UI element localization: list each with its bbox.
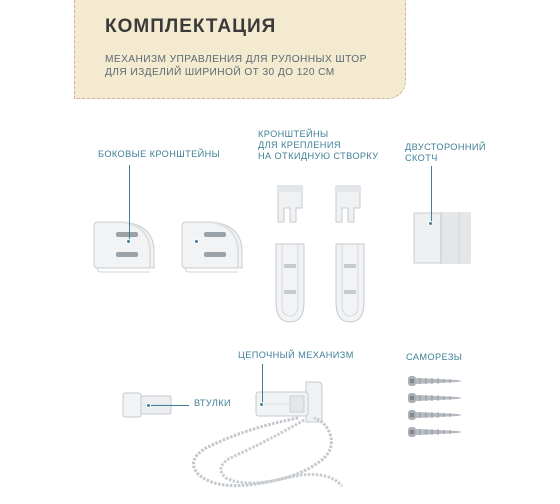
leader-side-brackets — [129, 165, 130, 241]
screws — [408, 374, 464, 442]
label-tape-line-1: ДВУСТОРОННИЙ — [405, 142, 486, 152]
label-tape-line-2: СКОТЧ — [405, 153, 438, 163]
label-sash-brackets-line-2: ДЛЯ КРЕПЛЕНИЯ — [258, 140, 341, 150]
sash-holder-right — [330, 242, 370, 326]
screw-4 — [408, 427, 462, 437]
side-bracket-right — [180, 218, 246, 274]
double-sided-tape — [413, 212, 471, 264]
screw-1 — [408, 376, 462, 386]
label-chain-mechanism: ЦЕПОЧНЫЙ МЕХАНИЗМ — [238, 350, 354, 360]
label-tape — [405, 142, 486, 164]
pointer-dot-side-bracket-left — [126, 239, 131, 244]
screw-2 — [408, 393, 462, 403]
subtitle-line-1: МЕХАНИЗМ УПРАВЛЕНИЯ ДЛЯ РУЛОННЫХ ШТОР — [105, 54, 367, 65]
label-sash-brackets — [258, 129, 379, 162]
pointer-dot-tape — [428, 221, 433, 226]
subtitle-line-2: ДЛЯ ИЗДЕЛИЙ ШИРИНОЙ ОТ 30 ДО 120 СМ — [105, 67, 335, 78]
label-bushings: ВТУЛКИ — [194, 398, 232, 408]
pointer-dot-chain-mechanism — [259, 402, 264, 407]
page-subtitle — [105, 53, 405, 79]
label-sash-brackets-line-1: КРОНШТЕЙНЫ — [258, 129, 329, 139]
page-title: КОМПЛЕКТАЦИЯ — [105, 16, 277, 37]
label-screws: САМОРЕЗЫ — [406, 352, 463, 362]
sash-holder-left — [270, 242, 310, 326]
chain-mechanism — [186, 378, 350, 498]
leader-bushings — [151, 405, 189, 406]
sash-clip-left — [276, 184, 306, 224]
header-banner — [74, 0, 406, 99]
pointer-dot-side-bracket-right — [194, 239, 199, 244]
leader-chain-mechanism — [262, 364, 263, 404]
screw-3 — [408, 410, 462, 420]
side-bracket-left — [92, 218, 158, 274]
sash-clip-right — [334, 184, 364, 224]
label-sash-brackets-line-3: НА ОТКИДНУЮ СТВОРКУ — [258, 151, 379, 161]
label-side-brackets: БОКОВЫЕ КРОНШТЕЙНЫ — [98, 149, 221, 159]
leader-tape — [431, 166, 432, 224]
